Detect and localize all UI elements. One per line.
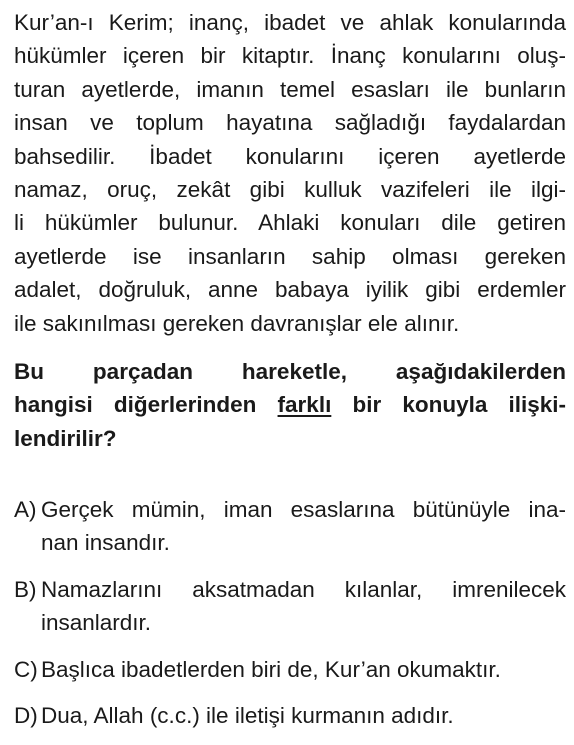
reading-passage — [14, 6, 566, 340]
passage-line: insan ve toplum hayatına sağladığı faydalardan — [14, 110, 566, 136]
option-letter: A) — [14, 497, 37, 523]
passage-line: turan ayetlerde, imanın temel esasları ile bunların — [14, 76, 566, 102]
option-text: Dua, Allah (c.c.) ile iletişi kurmanın adıdır. — [41, 703, 454, 729]
question-line: lendirilir? — [14, 425, 117, 451]
question-text: bir konuyla ilişki- — [331, 392, 566, 418]
emphasized-word: farklı — [277, 392, 332, 418]
option-c[interactable] — [14, 653, 566, 686]
option-text: Namazlarını aksatmadan kılanlar, imrenilecek — [41, 576, 566, 602]
option-text: Başlıca ibadetlerden biri de, Kur’an okumaktır. — [41, 656, 501, 682]
option-letter: B) — [14, 576, 37, 602]
question-line — [14, 388, 566, 421]
passage-line: hükümler içeren bir kitaptır. İnanç konularını oluş- — [14, 43, 566, 69]
option-letter: C) — [14, 656, 38, 682]
passage-line: ayetlerde ise insanların sahip olması gereken — [14, 243, 566, 269]
passage-line: namaz, oruç, zekât gibi kulluk vazifeleri ile ilgi- — [14, 176, 566, 202]
option-text: nan insandır. — [41, 530, 170, 556]
option-d[interactable] — [14, 699, 566, 732]
option-text: Gerçek mümin, iman esaslarına bütünüyle ina- — [41, 497, 566, 523]
passage-line: li hükümler bulunur. Ahlaki konuları dile getiren — [14, 210, 566, 236]
passage-line: adalet, doğruluk, anne babaya iyilik gibi erdemler — [14, 277, 566, 303]
passage-line: bahsedilir. İbadet konularını içeren ayetlerde — [14, 143, 566, 169]
option-letter: D) — [14, 703, 38, 729]
passage-line: Kur’an-ı Kerim; inanç, ibadet ve ahlak konularında — [14, 10, 566, 35]
answer-options — [14, 493, 566, 732]
question-text: hangisi diğerlerinden — [14, 392, 278, 418]
question-line: Bu parçadan hareketle, aşağıdakilerden — [14, 358, 566, 384]
question-page — [14, 6, 566, 745]
option-text: insanlardır. — [41, 610, 152, 636]
option-b[interactable] — [14, 573, 566, 640]
question-stem — [14, 355, 566, 455]
passage-line: ile sakınılması gereken davranışlar ele alınır. — [14, 310, 460, 336]
option-a[interactable] — [14, 493, 566, 560]
